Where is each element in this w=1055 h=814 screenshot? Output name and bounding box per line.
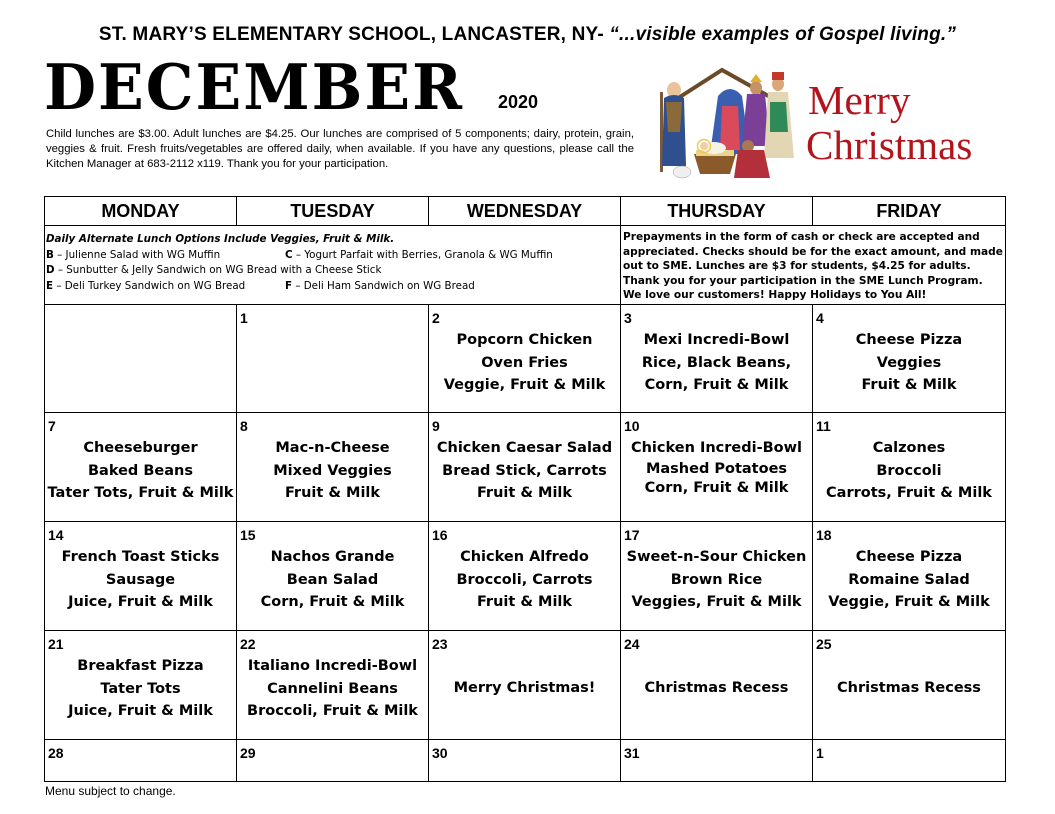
meal-item: Veggie, Fruit & Milk bbox=[828, 594, 990, 611]
meal-item: Fruit & Milk bbox=[284, 485, 381, 502]
day-number: 11 bbox=[816, 418, 831, 434]
prepayment-note: Prepayments in the form of cash or check are accepted and appreciated. Checks should be for the exact amount, and made out to SME. Lunches are $3 for students, $4.25 for adults. Thank you for your participation in the SME Lunch Program. We love our customers! Happy Holidays to You All! bbox=[621, 226, 1006, 305]
meal-item: Veggies, Fruit & Milk bbox=[631, 594, 802, 611]
day-cell bbox=[237, 740, 429, 782]
school-header bbox=[0, 24, 1055, 46]
meal-menu bbox=[621, 631, 812, 700]
day-cell bbox=[621, 740, 813, 782]
week-row bbox=[45, 522, 1006, 631]
option-d-letter: D bbox=[46, 264, 55, 276]
day-number: 21 bbox=[48, 636, 64, 652]
meal-menu bbox=[237, 522, 428, 614]
lunch-calendar bbox=[44, 196, 1006, 782]
meal-item: Corn, Fruit & Milk bbox=[644, 377, 789, 394]
option-e-text: – Deli Turkey Sandwich on WG Bread bbox=[53, 279, 246, 292]
day-number: 24 bbox=[624, 636, 640, 652]
weekday-monday: MONDAY bbox=[45, 197, 237, 226]
week-row bbox=[45, 631, 1006, 740]
weekday-tuesday: TUESDAY bbox=[237, 197, 429, 226]
option-f-text: – Deli Ham Sandwich on WG Bread bbox=[292, 279, 475, 292]
day-cell bbox=[237, 522, 429, 631]
day-number: 15 bbox=[240, 527, 256, 543]
meal-item: Cheeseburger bbox=[83, 440, 198, 456]
meal-menu bbox=[45, 631, 236, 723]
option-c-text: – Yogurt Parfait with Berries, Granola & WG Muffin bbox=[292, 248, 553, 261]
day-cell bbox=[813, 740, 1006, 782]
meal-item: Broccoli bbox=[876, 462, 942, 479]
day-cell bbox=[45, 305, 237, 413]
weekday-header-row bbox=[45, 197, 1006, 226]
meal-menu bbox=[813, 305, 1005, 397]
day-cell bbox=[621, 413, 813, 522]
alternate-options-line bbox=[46, 248, 620, 264]
meal-item: Italiano Incredi-Bowl bbox=[247, 658, 418, 674]
meal-menu bbox=[45, 522, 236, 614]
day-number: 25 bbox=[816, 636, 832, 652]
week-row bbox=[45, 740, 1006, 782]
meal-item: Calzones bbox=[872, 440, 946, 456]
meal-item: Oven Fries bbox=[481, 354, 568, 371]
meal-item: Mac-n-Cheese bbox=[275, 440, 390, 456]
day-number: 23 bbox=[432, 636, 448, 652]
day-cell bbox=[429, 413, 621, 522]
day-number: 9 bbox=[432, 418, 440, 434]
day-number: 8 bbox=[240, 418, 248, 434]
meal-menu bbox=[621, 413, 812, 499]
day-number: 14 bbox=[48, 527, 64, 543]
day-cell bbox=[237, 413, 429, 522]
meal-item: Sausage bbox=[105, 571, 176, 588]
week-row bbox=[45, 413, 1006, 522]
day-number: 10 bbox=[624, 418, 640, 434]
meal-item: Merry Christmas! bbox=[453, 680, 596, 696]
meal-menu bbox=[621, 305, 812, 397]
meal-item: Tater Tots, Fruit & Milk bbox=[47, 485, 234, 502]
day-number: 28 bbox=[48, 745, 64, 761]
day-number: 22 bbox=[240, 636, 256, 652]
meal-menu bbox=[429, 631, 620, 700]
day-cell bbox=[813, 413, 1006, 522]
merry-christmas-greeting bbox=[806, 78, 972, 168]
option-b-text: – Julienne Salad with WG Muffin bbox=[53, 248, 221, 261]
meal-item: Cannelini Beans bbox=[267, 680, 398, 697]
year-label: 2020 bbox=[498, 92, 539, 112]
meal-menu bbox=[237, 631, 428, 723]
meal-menu bbox=[237, 413, 428, 505]
day-number: 4 bbox=[816, 310, 824, 326]
lunch-pricing-intro: Child lunches are $3.00. Adult lunches are $4.25. Our lunches are comprised of 5 components; dairy, protein, grain, veggies & fruit. Fresh fruits/vegetables are offered daily, when available. If you have any questions, please call the Kitchen Manager at 683-2112 x119. Thank you for your participation. bbox=[46, 128, 634, 170]
meal-item: Broccoli, Fruit & Milk bbox=[247, 703, 418, 720]
meal-item: Christmas Recess bbox=[837, 680, 981, 696]
meal-item: Juice, Fruit & Milk bbox=[68, 703, 213, 720]
day-cell bbox=[429, 305, 621, 413]
meal-item: Christmas Recess bbox=[644, 680, 789, 696]
meal-item: Corn, Fruit & Milk bbox=[644, 480, 789, 497]
day-cell bbox=[621, 522, 813, 631]
meal-item: Mexi Incredi-Bowl bbox=[643, 332, 790, 348]
meal-item: Carrots, Fruit & Milk bbox=[826, 485, 992, 502]
meal-menu bbox=[813, 413, 1005, 505]
meal-item: Breakfast Pizza bbox=[77, 658, 204, 674]
day-cell bbox=[813, 522, 1006, 631]
school-name: ST. MARY’S ELEMENTARY SCHOOL, LANCASTER, NY- bbox=[98, 24, 604, 45]
meal-item: Fruit & Milk bbox=[476, 594, 573, 611]
day-number: 16 bbox=[432, 527, 448, 543]
day-number: 30 bbox=[432, 745, 448, 761]
week-row bbox=[45, 305, 1006, 413]
meal-item: Mixed Veggies bbox=[273, 462, 392, 479]
option-d-text: – Sunbutter & Jelly Sandwich on WG Bread with a Cheese Stick bbox=[54, 264, 382, 276]
meal-item: Sweet-n-Sour Chicken bbox=[626, 549, 807, 565]
meal-menu bbox=[429, 413, 620, 505]
meal-item: Rice, Black Beans, bbox=[641, 354, 792, 371]
day-cell bbox=[621, 305, 813, 413]
day-number: 31 bbox=[624, 745, 640, 761]
month-title: DECEMBER bbox=[44, 51, 464, 125]
meal-item: Chicken Alfredo bbox=[460, 549, 589, 565]
day-cell bbox=[621, 631, 813, 740]
meal-item: Popcorn Chicken bbox=[456, 332, 593, 348]
meal-item: Chicken Incredi-Bowl bbox=[630, 440, 803, 456]
day-cell bbox=[45, 413, 237, 522]
meal-item: French Toast Sticks bbox=[61, 549, 220, 565]
alternate-options-line bbox=[46, 279, 620, 295]
meal-menu bbox=[45, 413, 236, 505]
day-cell bbox=[429, 631, 621, 740]
meal-item: Brown Rice bbox=[670, 571, 763, 588]
nativity-scene-illustration bbox=[652, 62, 804, 182]
meal-item: Veggie, Fruit & Milk bbox=[443, 377, 606, 394]
info-row bbox=[45, 226, 1006, 305]
alternate-options bbox=[45, 226, 621, 305]
meal-menu bbox=[813, 522, 1005, 614]
meal-item: Tater Tots bbox=[100, 680, 181, 697]
meal-item: Chicken Caesar Salad bbox=[436, 440, 613, 456]
meal-item: Fruit & Milk bbox=[861, 377, 957, 394]
meal-item: Veggies bbox=[876, 354, 942, 371]
meal-menu bbox=[813, 631, 1005, 700]
meal-item: Fruit & Milk bbox=[476, 485, 573, 502]
school-motto: “...visible examples of Gospel living.” bbox=[609, 24, 957, 45]
meal-item: Bean Salad bbox=[286, 571, 379, 588]
alternate-options-heading: Daily Alternate Lunch Options Include Veggies, Fruit & Milk. bbox=[46, 233, 395, 245]
day-cell bbox=[237, 305, 429, 413]
meal-item: Bread Stick, Carrots bbox=[442, 462, 607, 479]
day-cell bbox=[237, 631, 429, 740]
day-number: 7 bbox=[48, 418, 56, 434]
meal-menu bbox=[429, 305, 620, 397]
meal-item: Mashed Potatoes bbox=[645, 460, 788, 477]
meal-item: Corn, Fruit & Milk bbox=[260, 594, 405, 611]
option-e-letter: E bbox=[46, 279, 54, 292]
menu-footer-note: Menu subject to change. bbox=[45, 784, 176, 798]
weekday-friday: FRIDAY bbox=[813, 197, 1006, 226]
meal-item: Baked Beans bbox=[88, 462, 193, 479]
meal-menu bbox=[429, 522, 620, 614]
day-number: 1 bbox=[816, 745, 824, 761]
day-number: 17 bbox=[624, 527, 640, 543]
day-number: 1 bbox=[240, 310, 248, 326]
greeting-line-2: Christmas bbox=[806, 122, 973, 168]
meal-item: Broccoli, Carrots bbox=[456, 571, 593, 588]
option-b-letter: B bbox=[46, 248, 54, 261]
day-cell bbox=[429, 522, 621, 631]
day-cell bbox=[45, 631, 237, 740]
day-number: 2 bbox=[432, 310, 440, 326]
weekday-wednesday: WEDNESDAY bbox=[429, 197, 621, 226]
day-cell bbox=[45, 740, 237, 782]
option-f-letter: F bbox=[285, 279, 293, 292]
day-number: 18 bbox=[816, 527, 832, 543]
weekday-thursday: THURSDAY bbox=[621, 197, 813, 226]
meal-item: Romaine Salad bbox=[848, 571, 970, 588]
day-cell bbox=[429, 740, 621, 782]
meal-item: Juice, Fruit & Milk bbox=[68, 594, 213, 611]
meal-menu bbox=[621, 522, 812, 614]
option-c-letter: C bbox=[285, 248, 293, 261]
day-number: 3 bbox=[624, 310, 632, 326]
greeting-line-1: Merry bbox=[808, 77, 911, 123]
day-cell bbox=[45, 522, 237, 631]
meal-item: Nachos Grande bbox=[270, 549, 395, 565]
day-cell bbox=[813, 631, 1006, 740]
meal-item: Cheese Pizza bbox=[855, 332, 963, 348]
alternate-options-line bbox=[46, 263, 620, 279]
day-cell bbox=[813, 305, 1006, 413]
meal-item: Cheese Pizza bbox=[855, 549, 963, 565]
day-number: 29 bbox=[240, 745, 256, 761]
